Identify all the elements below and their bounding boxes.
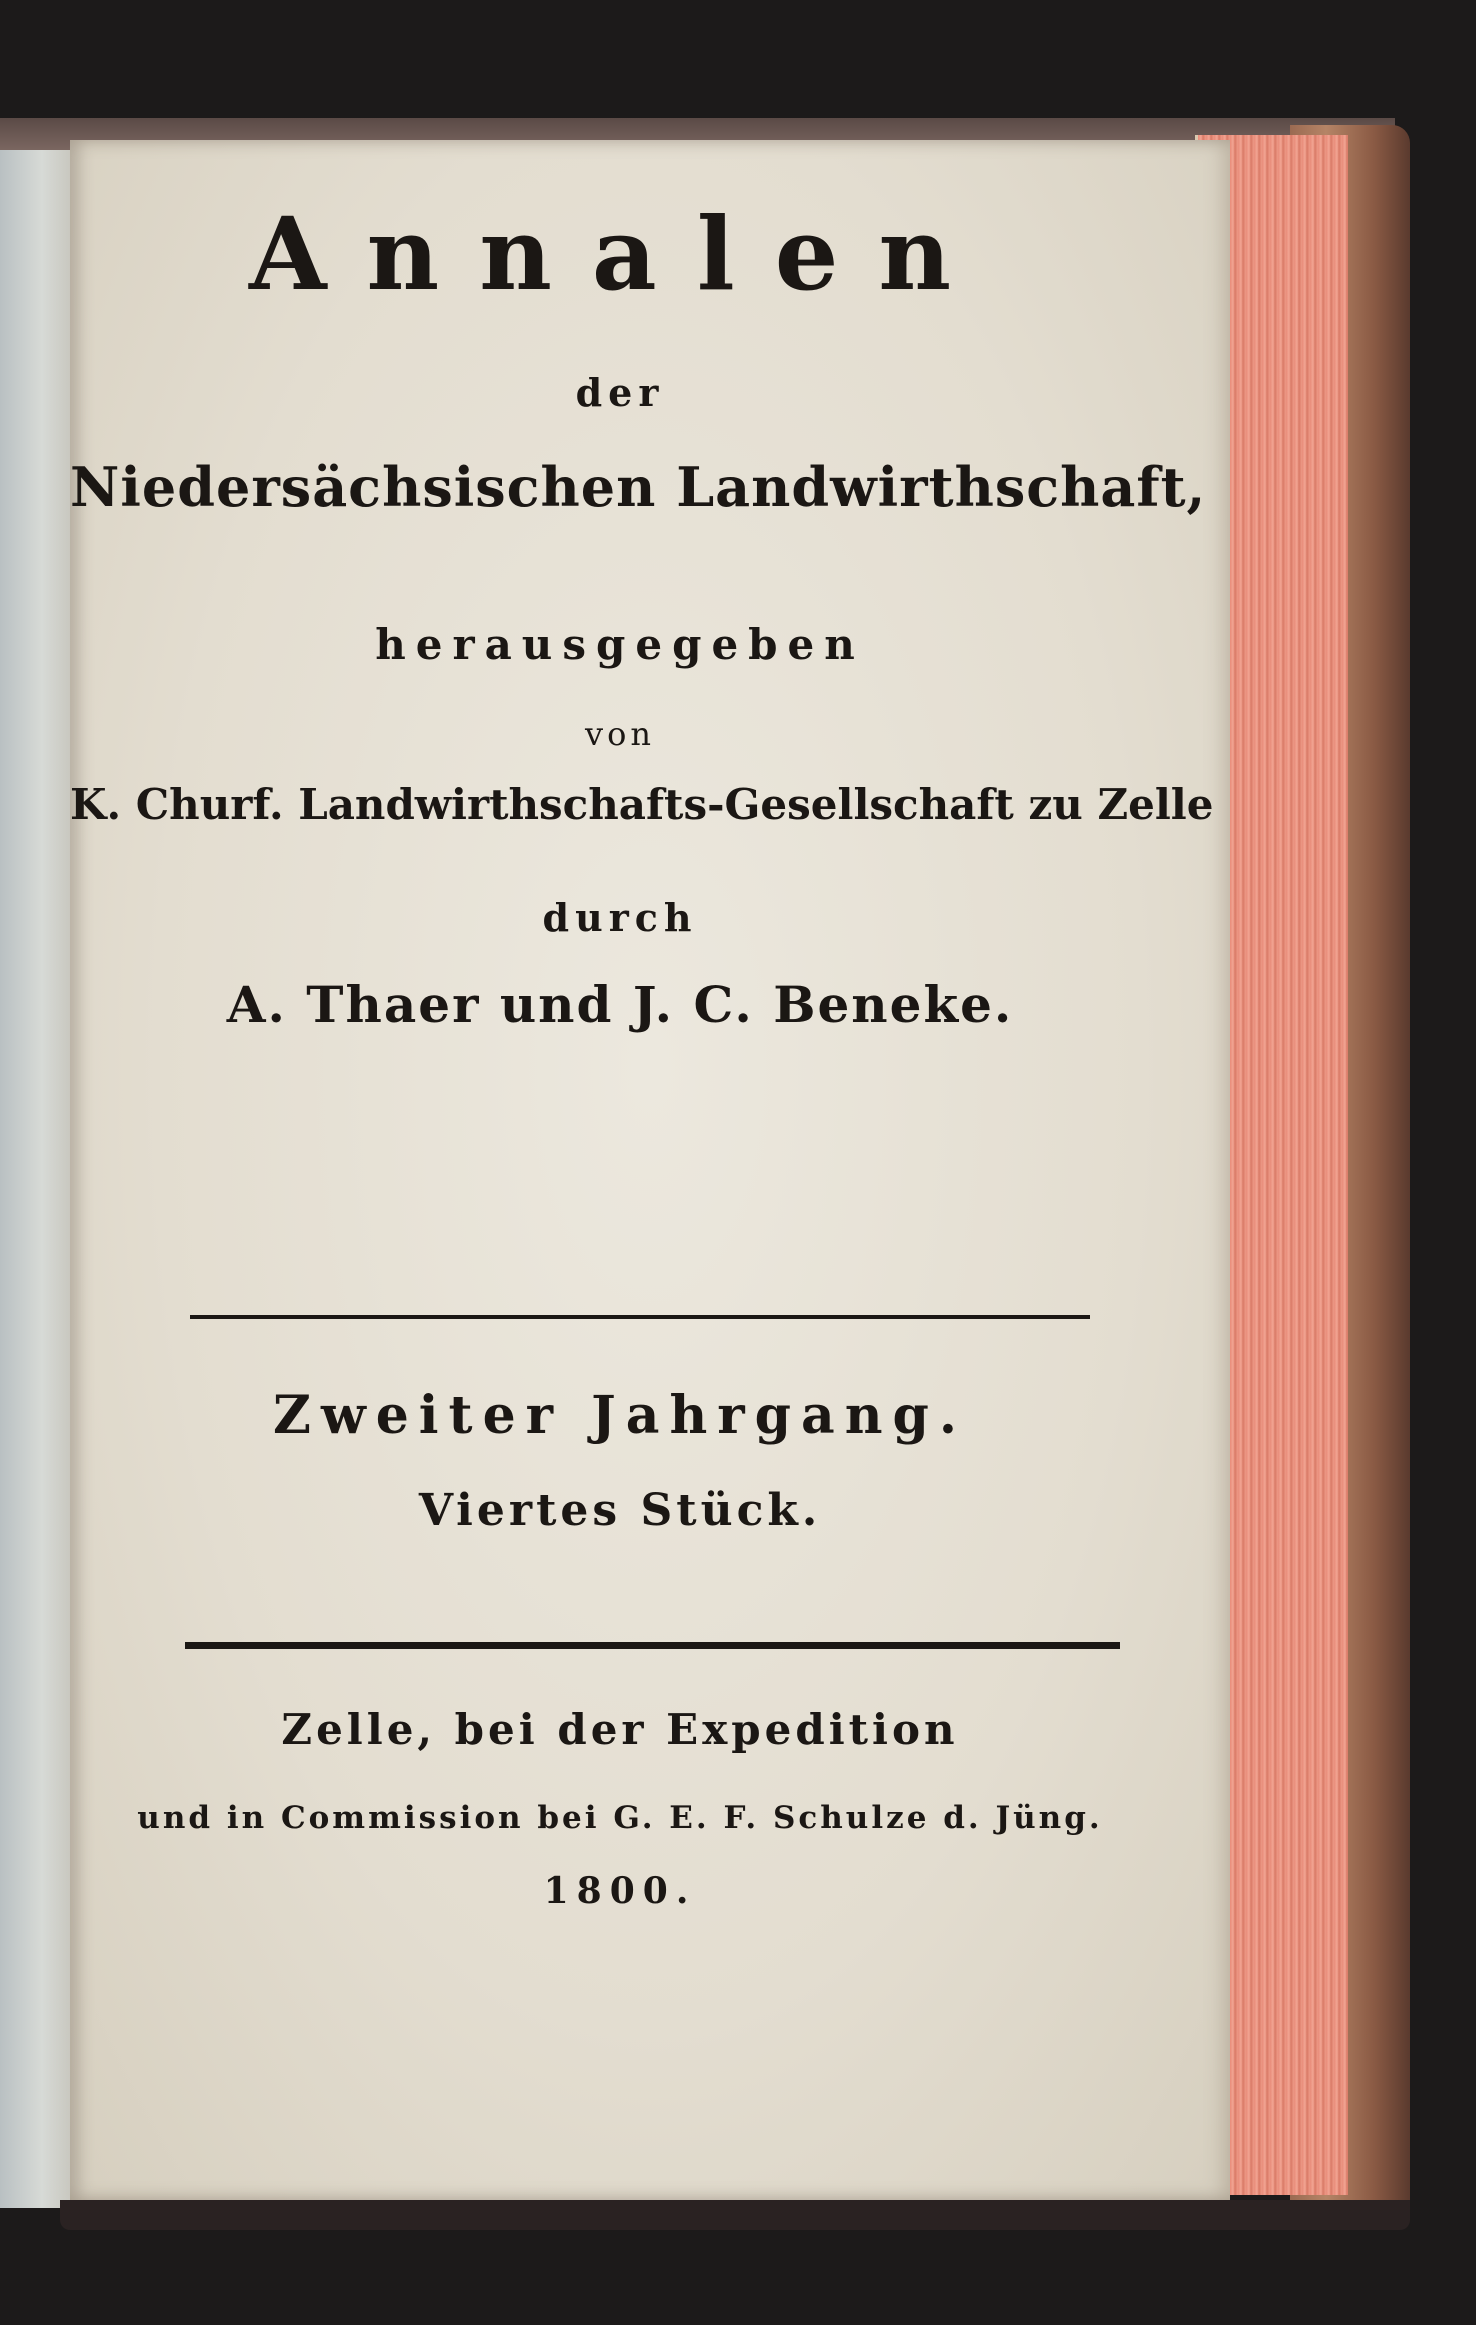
imprint-commission: und in Commission bei G. E. F. Schulze d. Jüng.: [137, 1800, 1103, 1836]
title-annalen: Annalen: [248, 195, 992, 313]
subject-line: Niedersächsischen Landwirthschaft,: [70, 455, 1207, 519]
imprint-year: 1800.: [543, 1870, 697, 1912]
word-herausgegeben: herausgegeben: [375, 620, 865, 669]
word-von: von: [585, 715, 655, 753]
title-page: [70, 140, 1230, 2200]
word-durch: durch: [542, 895, 698, 940]
lower-rule: [185, 1642, 1120, 1649]
word-der: der: [575, 370, 665, 415]
upper-rule: [190, 1315, 1090, 1319]
book-bottom-edge: [60, 2200, 1410, 2230]
society-line: K. Churf. Landwirthschafts-Gesellschaft zu Zelle: [70, 780, 1214, 829]
part-line: Viertes Stück.: [418, 1485, 822, 1536]
facing-page-edge: [0, 128, 72, 2208]
editors-line: A. Thaer und J. C. Beneke.: [226, 975, 1014, 1034]
volume-line: Zweiter Jahrgang.: [273, 1385, 967, 1446]
imprint-place: Zelle, bei der Expedition: [281, 1705, 959, 1754]
